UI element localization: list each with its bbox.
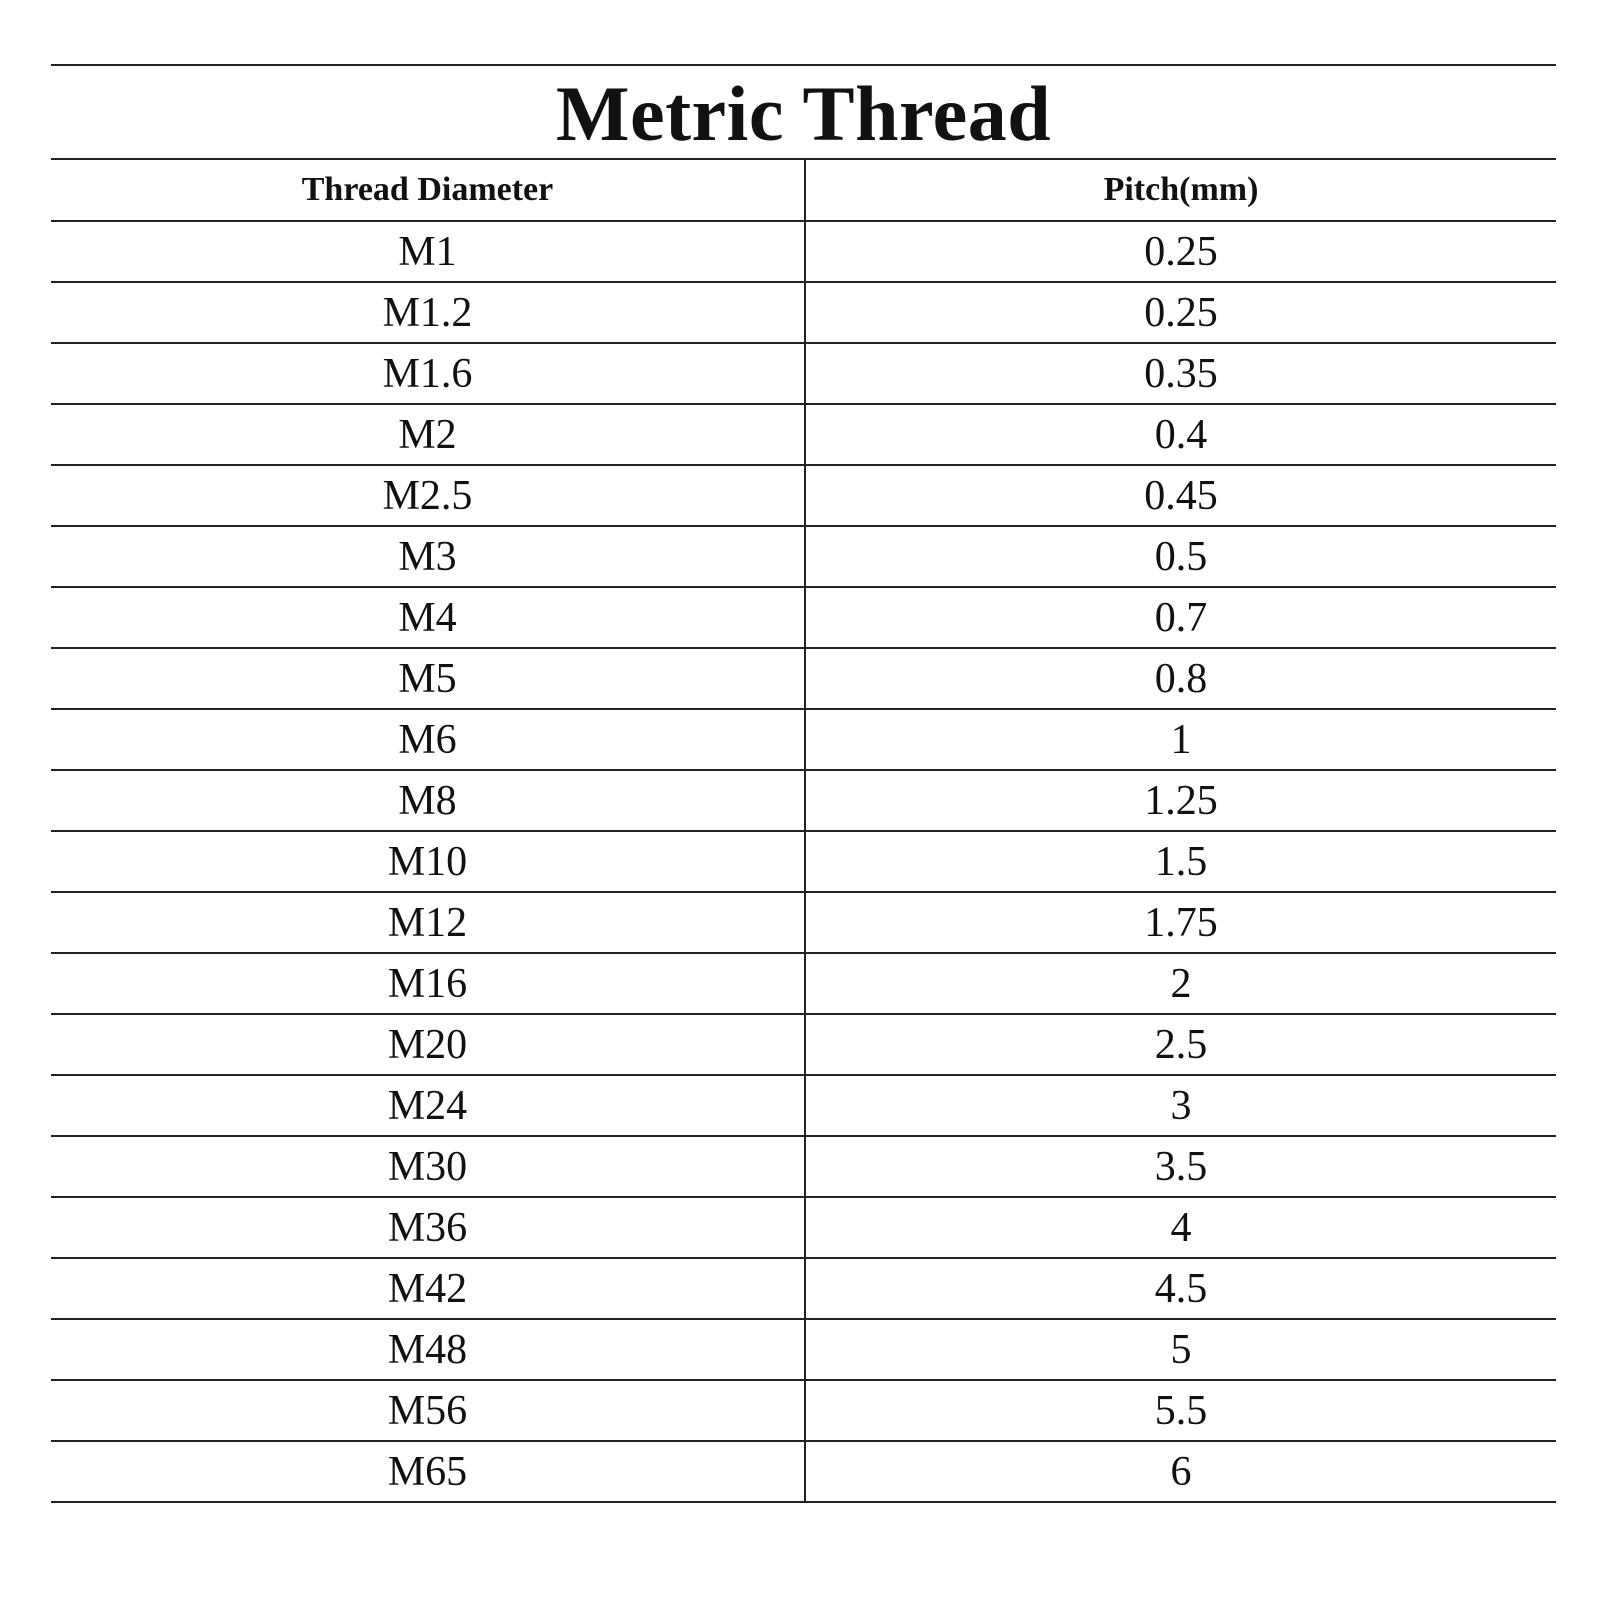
table-row <box>51 1442 1556 1503</box>
table-row <box>51 1015 1556 1076</box>
pitch-cell: 5 <box>1170 1326 1192 1373</box>
thread-diameter-cell: M48 <box>51 1320 806 1379</box>
pitch-cell: 0.8 <box>1154 655 1208 702</box>
pitch-cell: 1.5 <box>1154 838 1208 885</box>
table-row <box>51 588 1556 649</box>
thread-diameter-cell: M5 <box>51 649 806 708</box>
pitch-cell: 1 <box>1170 716 1192 763</box>
metric-thread-table <box>51 64 1556 1503</box>
table-row <box>51 649 1556 710</box>
table-row <box>51 1198 1556 1259</box>
thread-diameter-cell: M20 <box>51 1015 806 1074</box>
pitch-cell: 0.7 <box>1154 594 1208 641</box>
thread-diameter-cell: M3 <box>51 527 806 586</box>
table-row <box>51 222 1556 283</box>
thread-diameter-cell: M36 <box>51 1198 806 1257</box>
table-row <box>51 344 1556 405</box>
pitch-cell: 2 <box>1170 960 1192 1007</box>
thread-diameter-cell: M1.2 <box>51 283 806 342</box>
table-row <box>51 1259 1556 1320</box>
header-row <box>51 160 1556 222</box>
column-header-thread-diameter: Thread Diameter <box>51 160 806 220</box>
thread-diameter-cell: M6 <box>51 710 806 769</box>
pitch-cell: 0.4 <box>1154 411 1208 458</box>
table-row <box>51 405 1556 466</box>
table-row <box>51 710 1556 771</box>
table-row <box>51 466 1556 527</box>
thread-diameter-cell: M12 <box>51 893 806 952</box>
thread-diameter-cell: M10 <box>51 832 806 891</box>
table-body <box>51 222 1556 1503</box>
pitch-cell: 2.5 <box>1154 1021 1208 1068</box>
table-row <box>51 1320 1556 1381</box>
pitch-cell: 3.5 <box>1154 1143 1208 1190</box>
thread-diameter-cell: M24 <box>51 1076 806 1135</box>
pitch-cell: 0.45 <box>1144 472 1218 519</box>
thread-diameter-cell: M56 <box>51 1381 806 1440</box>
pitch-cell: 4.5 <box>1154 1265 1208 1312</box>
title-row <box>51 66 1556 160</box>
thread-diameter-cell: M8 <box>51 771 806 830</box>
thread-diameter-cell: M42 <box>51 1259 806 1318</box>
table-row <box>51 1137 1556 1198</box>
pitch-cell: 5.5 <box>1154 1387 1208 1434</box>
table-row <box>51 954 1556 1015</box>
thread-diameter-cell: M16 <box>51 954 806 1013</box>
pitch-cell: 0.25 <box>1144 228 1218 275</box>
pitch-cell: 4 <box>1170 1204 1192 1251</box>
thread-diameter-cell: M1.6 <box>51 344 806 403</box>
pitch-cell: 1.25 <box>1144 777 1218 824</box>
table-row <box>51 1381 1556 1442</box>
pitch-cell: 3 <box>1170 1082 1192 1129</box>
thread-diameter-cell: M65 <box>51 1442 806 1501</box>
table-row <box>51 893 1556 954</box>
pitch-cell: 0.35 <box>1144 350 1218 397</box>
table-row <box>51 527 1556 588</box>
table-row <box>51 832 1556 893</box>
thread-diameter-cell: M30 <box>51 1137 806 1196</box>
thread-diameter-cell: M1 <box>51 222 806 281</box>
table-row <box>51 771 1556 832</box>
table-row <box>51 1076 1556 1137</box>
table-row <box>51 283 1556 344</box>
table-title: Metric Thread <box>555 70 1052 157</box>
column-header-pitch: Pitch(mm) <box>1103 171 1259 208</box>
thread-diameter-cell: M2.5 <box>51 466 806 525</box>
thread-diameter-cell: M2 <box>51 405 806 464</box>
pitch-cell: 1.75 <box>1144 899 1218 946</box>
thread-diameter-cell: M4 <box>51 588 806 647</box>
pitch-cell: 6 <box>1170 1448 1192 1495</box>
pitch-cell: 0.25 <box>1144 289 1218 336</box>
pitch-cell: 0.5 <box>1154 533 1208 580</box>
